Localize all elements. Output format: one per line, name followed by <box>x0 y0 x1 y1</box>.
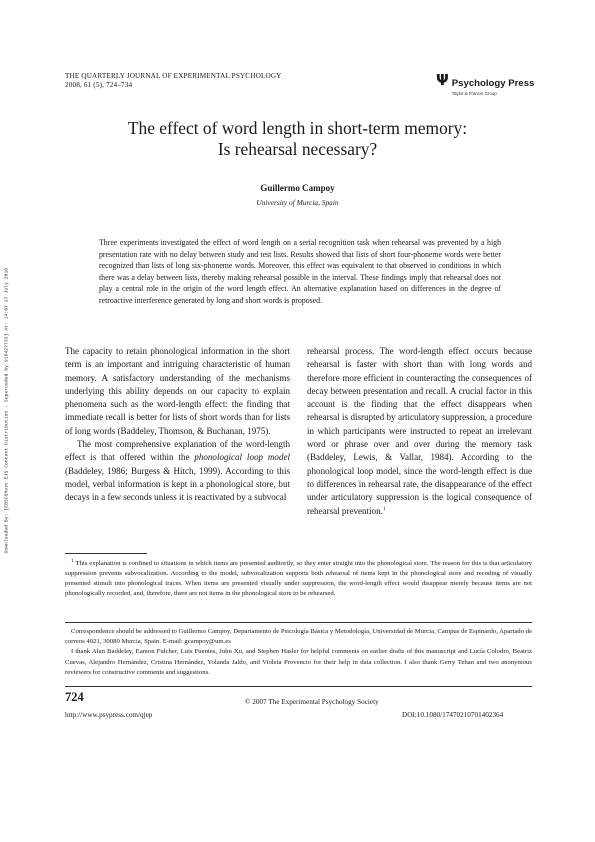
body-paragraph <box>307 345 532 518</box>
publisher-name: Psychology Press <box>451 78 535 89</box>
body-text: rehearsal process. The word-length effect occurs because rehearsal is faster with short than with long words and therefore more efficient in counteracting the consequences of decay between presentation and recall. A crucial factor in this account is the finding that the effect disappears when rehearsal is disrupted by articulatory suppression, a procedure in which participants were instructed to repeat an irrelevant word or phrase over and over during the memory task (Baddeley, Lewis, & Vallar, 1984). According to the phonological loop model, since the word-length effect is due to differences in rehearsal rate, the disappearance of the effect under articulatory suppression is the logical consequence of rehearsal prevention. <box>307 346 532 516</box>
body-text: The most comprehensive explanation of the word-length effect is that offered within the <box>65 439 290 463</box>
title-line-1: The effect of word length in short-term memory: <box>127 118 468 138</box>
correspondence-block <box>65 627 532 678</box>
footnote-divider <box>65 553 147 554</box>
correspondence-divider <box>65 622 532 623</box>
body-paragraph: The capacity to retain phonological information in the short term is an important and intriguing characteristic of human memory. A satisfactory understanding of the mechanisms underlying this ability depends on our capacity to explain phenomena such as the word-length effect: the finding that immediate recall is better for lists of short words than for lists of long words (Baddeley, Thomson, & Buchanan, 1975). <box>65 346 290 436</box>
psi-icon: Ψ <box>436 71 449 89</box>
publisher-subtitle: Taylor & Francis Group <box>451 91 497 96</box>
publisher-logo <box>436 73 534 97</box>
abstract: Three experiments investigated the effect of word length on a serial recognition task when rehearsal was prevented by a high presentation rate with no delay between study and test lists. Results showed that lists of short four-phoneme words were better recognized than lists of long six-phoneme words. Moreover, this effect was equivalent to that observed in conditions in which there was a delay between lists, thereby making rehearsal possible in the interval. These findings imply that rehearsal does not play a central role in the origin of the word length effect. An alternative explanation based on differences in the degree of retroactive interference generated by long and short words is proposed. <box>99 238 501 305</box>
body-text: (Baddeley, 1986; Burgess & Hitch, 1999). According to this model, verbal information is kept in a phonological store, but decays in a few seconds unless it is reactivated by a subvocal <box>65 465 290 503</box>
correspondence-address: Correspondence should be addressed to Guillermo Campoy, Departamento de Psicología Básica y Metodología, Universidad de Murcia, Campus de Espinardo, Apartado de correos 4021, 30080 Murcia, Spain. E-mail: gcampoy@um.es <box>65 628 532 646</box>
footer-divider <box>65 686 532 687</box>
footnote <box>65 559 532 599</box>
journal-volume: 2008, 61 (5), 724–734 <box>65 81 133 89</box>
doi: DOI:10.1080/17470210701402364 <box>402 711 504 719</box>
body-column-right <box>307 345 532 518</box>
body-column-left <box>65 345 290 505</box>
download-watermark: Downloaded By: [EBSCOHost EJS Content Distribution - Superceded by 916427733] At: 14:07 27 July 2010 <box>4 267 10 554</box>
journal-title: THE QUARTERLY JOURNAL OF EXPERIMENTAL PSYCHOLOGY <box>65 72 282 80</box>
copyright: © 2007 The Experimental Psychology Society <box>245 698 379 706</box>
footnote-text: This explanation is confined to situations in which items are presented auditorily, so they enter straight into the phonological store. The reason for this is that articulatory suppression prevents subvocalization. According to the model, subvocalization supports both rehearsal of items kept in the phonological store and recoding of visually presented stimuli into phonological traces. When items are presented visually under suppression, the word-length effect would disappear merely because items are not phonologically recorded, and, therefore, there are not items in the phonological store to be rehearsed. <box>65 560 532 597</box>
author-affiliation: University of Murcia, Spain <box>256 198 339 207</box>
title-line-2: Is rehearsal necessary? <box>217 139 378 159</box>
author-name: Guillermo Campoy <box>260 183 335 193</box>
acknowledgements: I thank Alan Baddeley, Eamon Fulcher, Luis Fuentes, John Xu, and Stephen Hasler for helpful comments on earlier drafts of this manuscript and Lucía Colodro, Beatriz Cuevas, Alejandro Hernández, Cristina Hernández, Yolanda Jaldo, and Violeta Provencio for their help in data collection. I also thank Gerry Tehan and two anonymous reviewers for constructive comments and suggestions. <box>65 648 532 676</box>
emphasis-text: phonological loop model <box>194 452 290 463</box>
footnote-number: 1 <box>71 557 74 564</box>
footnote-marker: 1 <box>382 505 386 512</box>
article-title <box>60 118 535 160</box>
journal-url[interactable]: http://www.psypress.com/qjep <box>65 711 153 719</box>
page-number: 724 <box>65 690 84 704</box>
journal-header <box>65 72 282 90</box>
body-paragraph <box>65 438 290 504</box>
